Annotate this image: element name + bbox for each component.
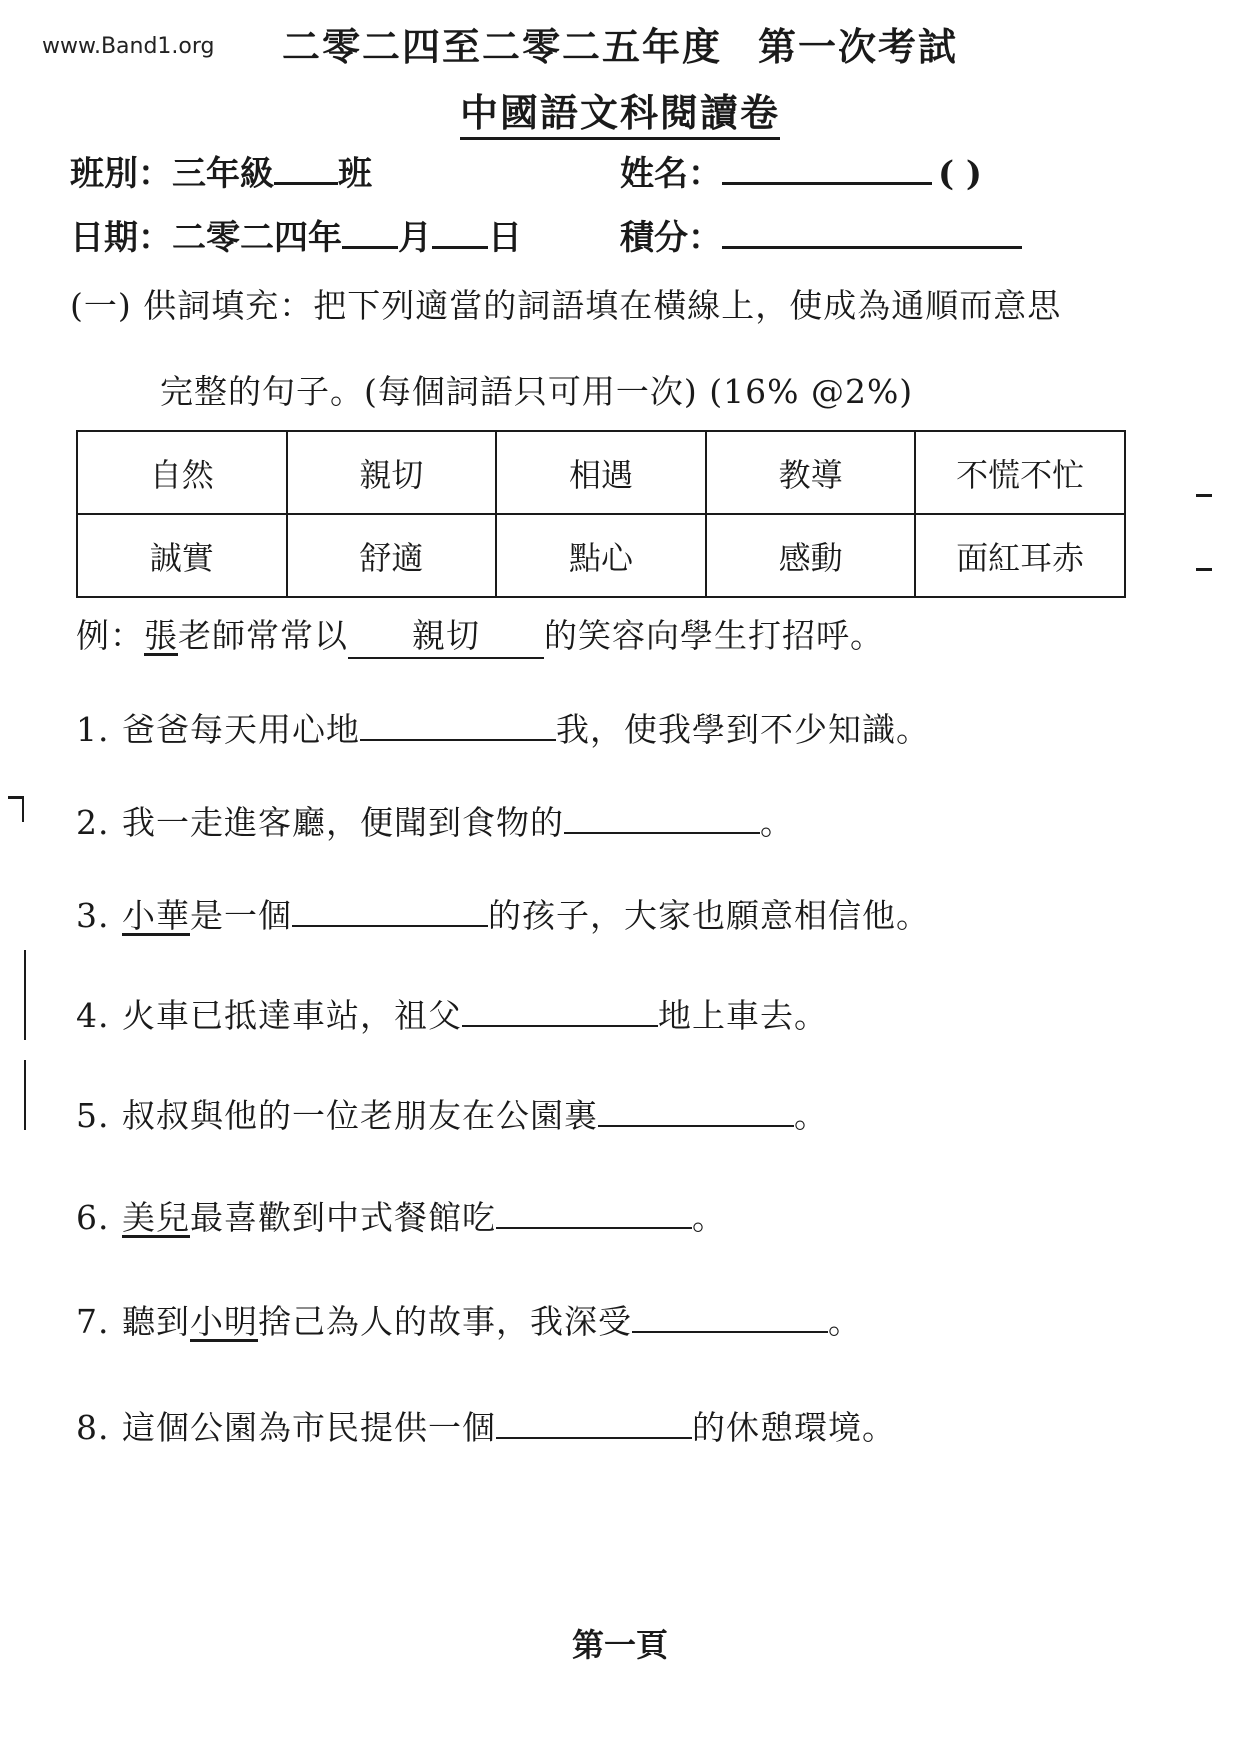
score-field: 積分：	[620, 210, 1022, 259]
word-bank-row	[77, 514, 1125, 597]
score-blank[interactable]	[722, 216, 1022, 249]
name-blank[interactable]	[722, 152, 932, 185]
underlined-name: 小明	[190, 1302, 258, 1341]
word-bank-cell: 舒適	[287, 514, 497, 597]
answer-blank[interactable]	[632, 1303, 828, 1333]
question-5: 5. 叔叔與他的一位老朋友在公園裏 。	[76, 1096, 828, 1135]
underlined-name: 小華	[122, 896, 190, 935]
answer-blank[interactable]	[360, 711, 556, 741]
paper-title: 中國語文科閱讀卷	[0, 82, 1240, 137]
underlined-name: 美兒	[122, 1198, 190, 1237]
question-1: 1. 爸爸每天用心地 我，使我學到不少知識。	[76, 710, 930, 749]
scan-mark	[1196, 494, 1212, 497]
word-bank-cell: 自然	[77, 431, 287, 514]
word-bank-cell: 點心	[496, 514, 706, 597]
answer-blank[interactable]	[496, 1199, 692, 1229]
underlined-name: 張	[144, 616, 178, 655]
month-blank[interactable]	[342, 216, 398, 249]
date-field: 日期：二零二四年 月 日	[70, 218, 522, 258]
word-bank-cell: 面紅耳赤	[915, 514, 1125, 597]
question-2: 2. 我一走進客廳，便聞到食物的 。	[76, 803, 794, 842]
section-heading-cont: 完整的句子。(每個詞語只可用一次) (16% @2%)	[160, 372, 914, 411]
scan-mark	[8, 796, 22, 799]
scan-mark	[24, 950, 26, 1040]
exam-name: 第一次考試	[758, 24, 959, 69]
class-blank[interactable]	[274, 152, 338, 185]
class-number-paren[interactable]: ( )	[938, 154, 983, 194]
answer-blank[interactable]	[462, 997, 658, 1027]
name-field: 姓名： ( )	[620, 154, 983, 194]
section-heading: (一) 供詞填充：把下列適當的詞語填在橫線上，使成為通順而意思	[70, 286, 1062, 325]
question-6: 6. 美兒最喜歡到中式餐館吃 。	[76, 1198, 726, 1237]
question-8: 8. 這個公園為市民提供一個 的休憩環境。	[76, 1408, 896, 1447]
watermark: www.Band1.org	[42, 34, 215, 59]
word-bank-table	[76, 430, 1126, 598]
exam-title	[0, 16, 1240, 71]
example-answer: 親切	[348, 610, 544, 659]
word-bank-cell: 教導	[706, 431, 916, 514]
scan-mark	[22, 796, 24, 822]
question-4: 4. 火車已抵達車站，祖父 地上車去。	[76, 996, 828, 1035]
page-number: 第一頁	[571, 1626, 668, 1664]
word-bank-cell: 感動	[706, 514, 916, 597]
word-bank-cell: 相遇	[496, 431, 706, 514]
scan-mark	[24, 1060, 26, 1130]
word-bank-cell: 誠實	[77, 514, 287, 597]
class-field: 班別：三年級 班	[70, 154, 372, 194]
answer-blank[interactable]	[292, 897, 488, 927]
word-bank-cell: 不慌不忙	[915, 431, 1125, 514]
answer-blank[interactable]	[496, 1409, 692, 1439]
word-bank-row	[77, 431, 1125, 514]
answer-blank[interactable]	[564, 804, 760, 834]
question-7: 7. 聽到小明捨己為人的故事，我深受 。	[76, 1302, 862, 1341]
day-blank[interactable]	[432, 216, 488, 249]
exam-year: 二零二四至二零二五年度	[281, 24, 722, 69]
scan-mark	[1196, 568, 1212, 571]
answer-blank[interactable]	[598, 1097, 794, 1127]
word-bank-cell: 親切	[287, 431, 497, 514]
example-sentence: 例：張老師常常以 親切 的笑容向學生打招呼。	[76, 610, 884, 659]
question-3: 3. 小華是一個 的孩子，大家也願意相信他。	[76, 896, 930, 935]
